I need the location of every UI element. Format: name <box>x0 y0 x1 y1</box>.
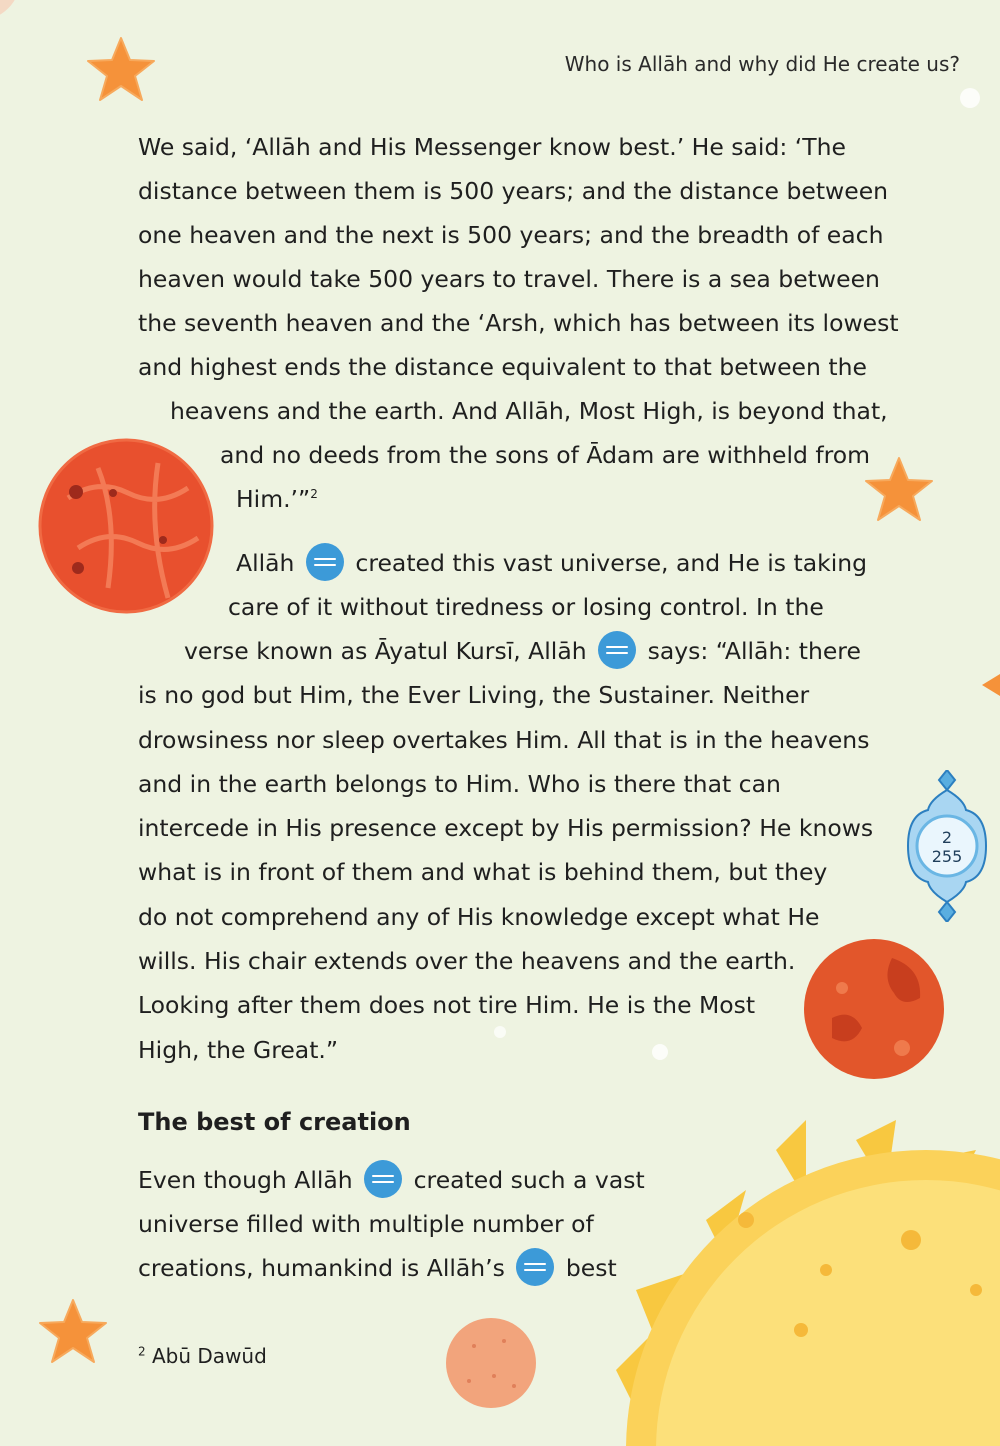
text-line: do not comprehend any of His knowledge except what He <box>138 903 820 931</box>
text-line: High, the Great.” <box>138 1036 339 1064</box>
red-planet-icon <box>38 438 214 614</box>
subhanahu-wa-taala-badge-icon <box>598 631 636 669</box>
text-line <box>138 1253 617 1286</box>
text-line <box>138 1165 645 1198</box>
star-icon <box>38 1298 108 1364</box>
text-line: Looking after them does not tire Him. He is the Most <box>138 991 756 1019</box>
text-line: and in the earth belongs to Him. Who is there that can <box>138 770 781 798</box>
text-line: intercede in His presence except by His permission? He knows <box>138 814 874 842</box>
sun-icon <box>596 1120 1000 1446</box>
footnote-mark: 2 <box>310 487 318 502</box>
subhanahu-wa-taala-badge-icon <box>306 543 344 581</box>
text-line: is no god but Him, the Ever Living, the Sustainer. Neither <box>138 681 810 709</box>
text-line-with-footnote <box>236 484 318 514</box>
text-line <box>184 636 861 669</box>
verse-surah: 2 <box>941 828 953 847</box>
text-fragment: best <box>565 1254 617 1282</box>
text-line: universe filled with multiple number of <box>138 1210 594 1238</box>
section-heading: The best of creation <box>138 1108 411 1136</box>
text-line: We said, ‘Allāh and His Messenger know best.’ He said: ‘The <box>138 133 846 161</box>
text-line: one heaven and the next is 500 years; and the breadth of each <box>138 221 884 249</box>
subhanahu-wa-taala-badge-icon <box>516 1248 554 1286</box>
text-line: and no deeds from the sons of Ādam are withheld from <box>220 441 871 469</box>
text-fragment: verse known as Āyatul Kursī, Allāh <box>184 637 587 665</box>
dot-icon <box>960 88 980 108</box>
text-fragment: Him.’” <box>236 485 311 513</box>
text-line: wills. His chair extends over the heavens and the earth. <box>138 947 796 975</box>
text-fragment: created this vast universe, and He is taking <box>355 549 868 577</box>
text-fragment: says: “Allāh: there <box>647 637 861 665</box>
footnote-mark: 2 <box>138 1344 146 1359</box>
red-planet-icon <box>802 938 946 1080</box>
star-icon <box>86 36 156 102</box>
star-icon <box>864 456 934 522</box>
text-fragment: Allāh <box>236 549 295 577</box>
dot-icon <box>652 1044 668 1060</box>
star-tip-icon <box>982 672 1000 698</box>
footnote-text: Abū Dawūd <box>152 1344 267 1368</box>
text-line: and highest ends the distance equivalent to that between the <box>138 353 867 381</box>
text-fragment: creations, humankind is Allāh’s <box>138 1254 505 1282</box>
text-line: heavens and the earth. And Allāh, Most High, is beyond that, <box>170 397 888 425</box>
corner-planet-icon <box>0 0 30 30</box>
dot-icon <box>494 1026 506 1038</box>
footnote <box>138 1344 267 1368</box>
verse-reference <box>906 770 988 922</box>
small-planet-icon <box>444 1316 538 1410</box>
text-line: heaven would take 500 years to travel. There is a sea between <box>138 265 880 293</box>
text-fragment: Even though Allāh <box>138 1166 353 1194</box>
subhanahu-wa-taala-badge-icon <box>364 1160 402 1198</box>
text-fragment: created such a vast <box>413 1166 645 1194</box>
verse-ayah: 255 <box>931 847 963 866</box>
running-header: Who is Allāh and why did He create us? <box>564 52 960 76</box>
text-line: distance between them is 500 years; and the distance between <box>138 177 889 205</box>
text-line: the seventh heaven and the ‘Arsh, which has between its lowest <box>138 309 899 337</box>
text-line: what is in front of them and what is behind them, but they <box>138 858 828 886</box>
text-line <box>236 548 867 581</box>
text-line: drowsiness nor sleep overtakes Him. All that is in the heavens <box>138 726 870 754</box>
text-line: care of it without tiredness or losing control. In the <box>228 593 824 621</box>
